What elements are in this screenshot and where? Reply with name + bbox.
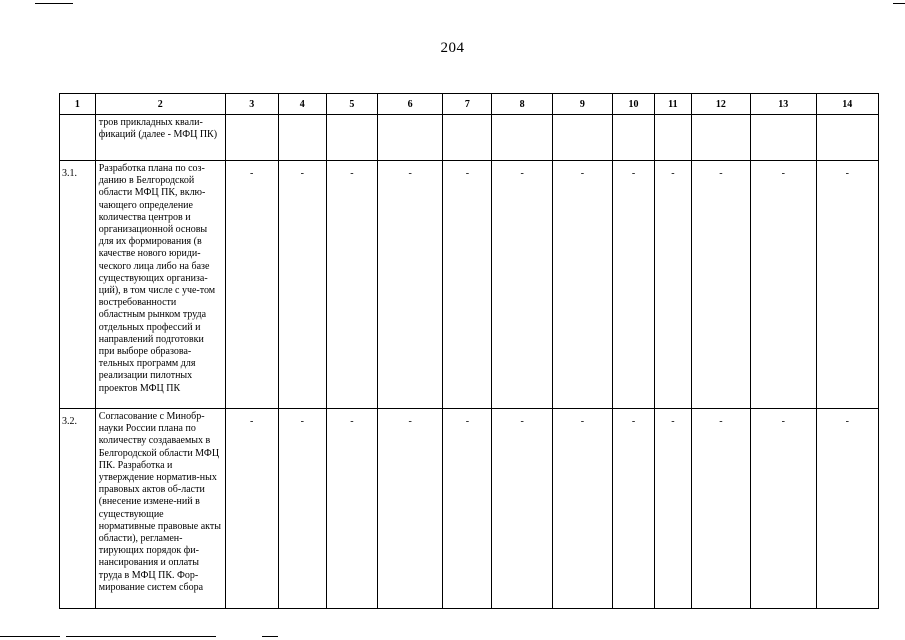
data-cell: - xyxy=(691,409,750,609)
data-cell: - xyxy=(225,161,278,409)
document-table xyxy=(59,93,879,609)
data-cell: - xyxy=(816,161,878,409)
table-row-continuation xyxy=(60,115,879,161)
row-number-cell xyxy=(60,115,96,161)
scan-line-bottom-mid xyxy=(66,636,216,637)
data-cell: - xyxy=(443,161,492,409)
header-cell: 4 xyxy=(278,94,326,115)
header-cell: 12 xyxy=(691,94,750,115)
row-description-cell: Разработка плана по соз-данию в Белгородской области МФЦ ПК, вклю-чающего определение количества центров и организационной основы для их формирования (в качестве нового юриди-ческого лица либо на базе существующих организа-ций), в том числе с уче-том востребованности областным рынком труда отдельных профессий и направлений подготовки при выборе образова-тельных программ для реализации пилотных проектов МФЦ ПК xyxy=(95,161,225,409)
data-cell: - xyxy=(691,161,750,409)
data-cell xyxy=(278,115,326,161)
data-cell xyxy=(326,115,377,161)
scan-line-bottom-short xyxy=(262,636,278,637)
data-cell: - xyxy=(552,409,612,609)
data-cell xyxy=(691,115,750,161)
row-description-cell: Согласование с Минобр-науки России плана по количеству создаваемых в Белгородской области МФЦ ПК. Разработка и утверждение норматив-ных правовых актов об-ласти (внесение измене-ний в существующие нормативные правовые акты области), регламен-тирующих порядок фи-нансирования и оплаты труда в МФЦ ПК. Фор-мирование систем сбора xyxy=(95,409,225,609)
header-cell: 14 xyxy=(816,94,878,115)
data-cell: - xyxy=(443,409,492,609)
scan-line-top-right xyxy=(893,3,905,4)
data-cell: - xyxy=(613,409,655,609)
table-header-row xyxy=(60,94,879,115)
header-cell: 1 xyxy=(60,94,96,115)
data-cell: - xyxy=(654,161,691,409)
data-cell xyxy=(751,115,816,161)
data-cell: - xyxy=(278,409,326,609)
header-cell: 7 xyxy=(443,94,492,115)
header-cell: 13 xyxy=(751,94,816,115)
data-cell: - xyxy=(613,161,655,409)
scan-line-bottom-left xyxy=(0,636,60,637)
data-cell xyxy=(816,115,878,161)
data-cell: - xyxy=(278,161,326,409)
data-cell: - xyxy=(326,409,377,609)
header-cell: 6 xyxy=(377,94,442,115)
data-cell xyxy=(492,115,552,161)
data-cell xyxy=(552,115,612,161)
data-cell: - xyxy=(326,161,377,409)
header-cell: 10 xyxy=(613,94,655,115)
data-cell: - xyxy=(751,409,816,609)
data-cell: - xyxy=(654,409,691,609)
header-cell: 3 xyxy=(225,94,278,115)
data-cell xyxy=(225,115,278,161)
data-cell xyxy=(613,115,655,161)
table-row-3-1 xyxy=(60,161,879,409)
scan-line-top-left xyxy=(35,3,73,4)
header-cell: 5 xyxy=(326,94,377,115)
page-number: 204 xyxy=(440,40,465,56)
row-number-cell: 3.2. xyxy=(60,409,96,609)
header-cell: 11 xyxy=(654,94,691,115)
data-cell: - xyxy=(225,409,278,609)
header-cell: 8 xyxy=(492,94,552,115)
data-cell: - xyxy=(816,409,878,609)
data-cell: - xyxy=(492,161,552,409)
data-cell: - xyxy=(751,161,816,409)
data-cell: - xyxy=(492,409,552,609)
data-cell: - xyxy=(377,161,442,409)
data-cell xyxy=(443,115,492,161)
table-row-3-2 xyxy=(60,409,879,609)
header-cell: 2 xyxy=(95,94,225,115)
row-number-cell: 3.1. xyxy=(60,161,96,409)
data-cell xyxy=(377,115,442,161)
data-cell xyxy=(654,115,691,161)
header-cell: 9 xyxy=(552,94,612,115)
data-cell: - xyxy=(377,409,442,609)
row-description-cell: тров прикладных квали-фикаций (далее - МФЦ ПК) xyxy=(95,115,225,161)
data-cell: - xyxy=(552,161,612,409)
